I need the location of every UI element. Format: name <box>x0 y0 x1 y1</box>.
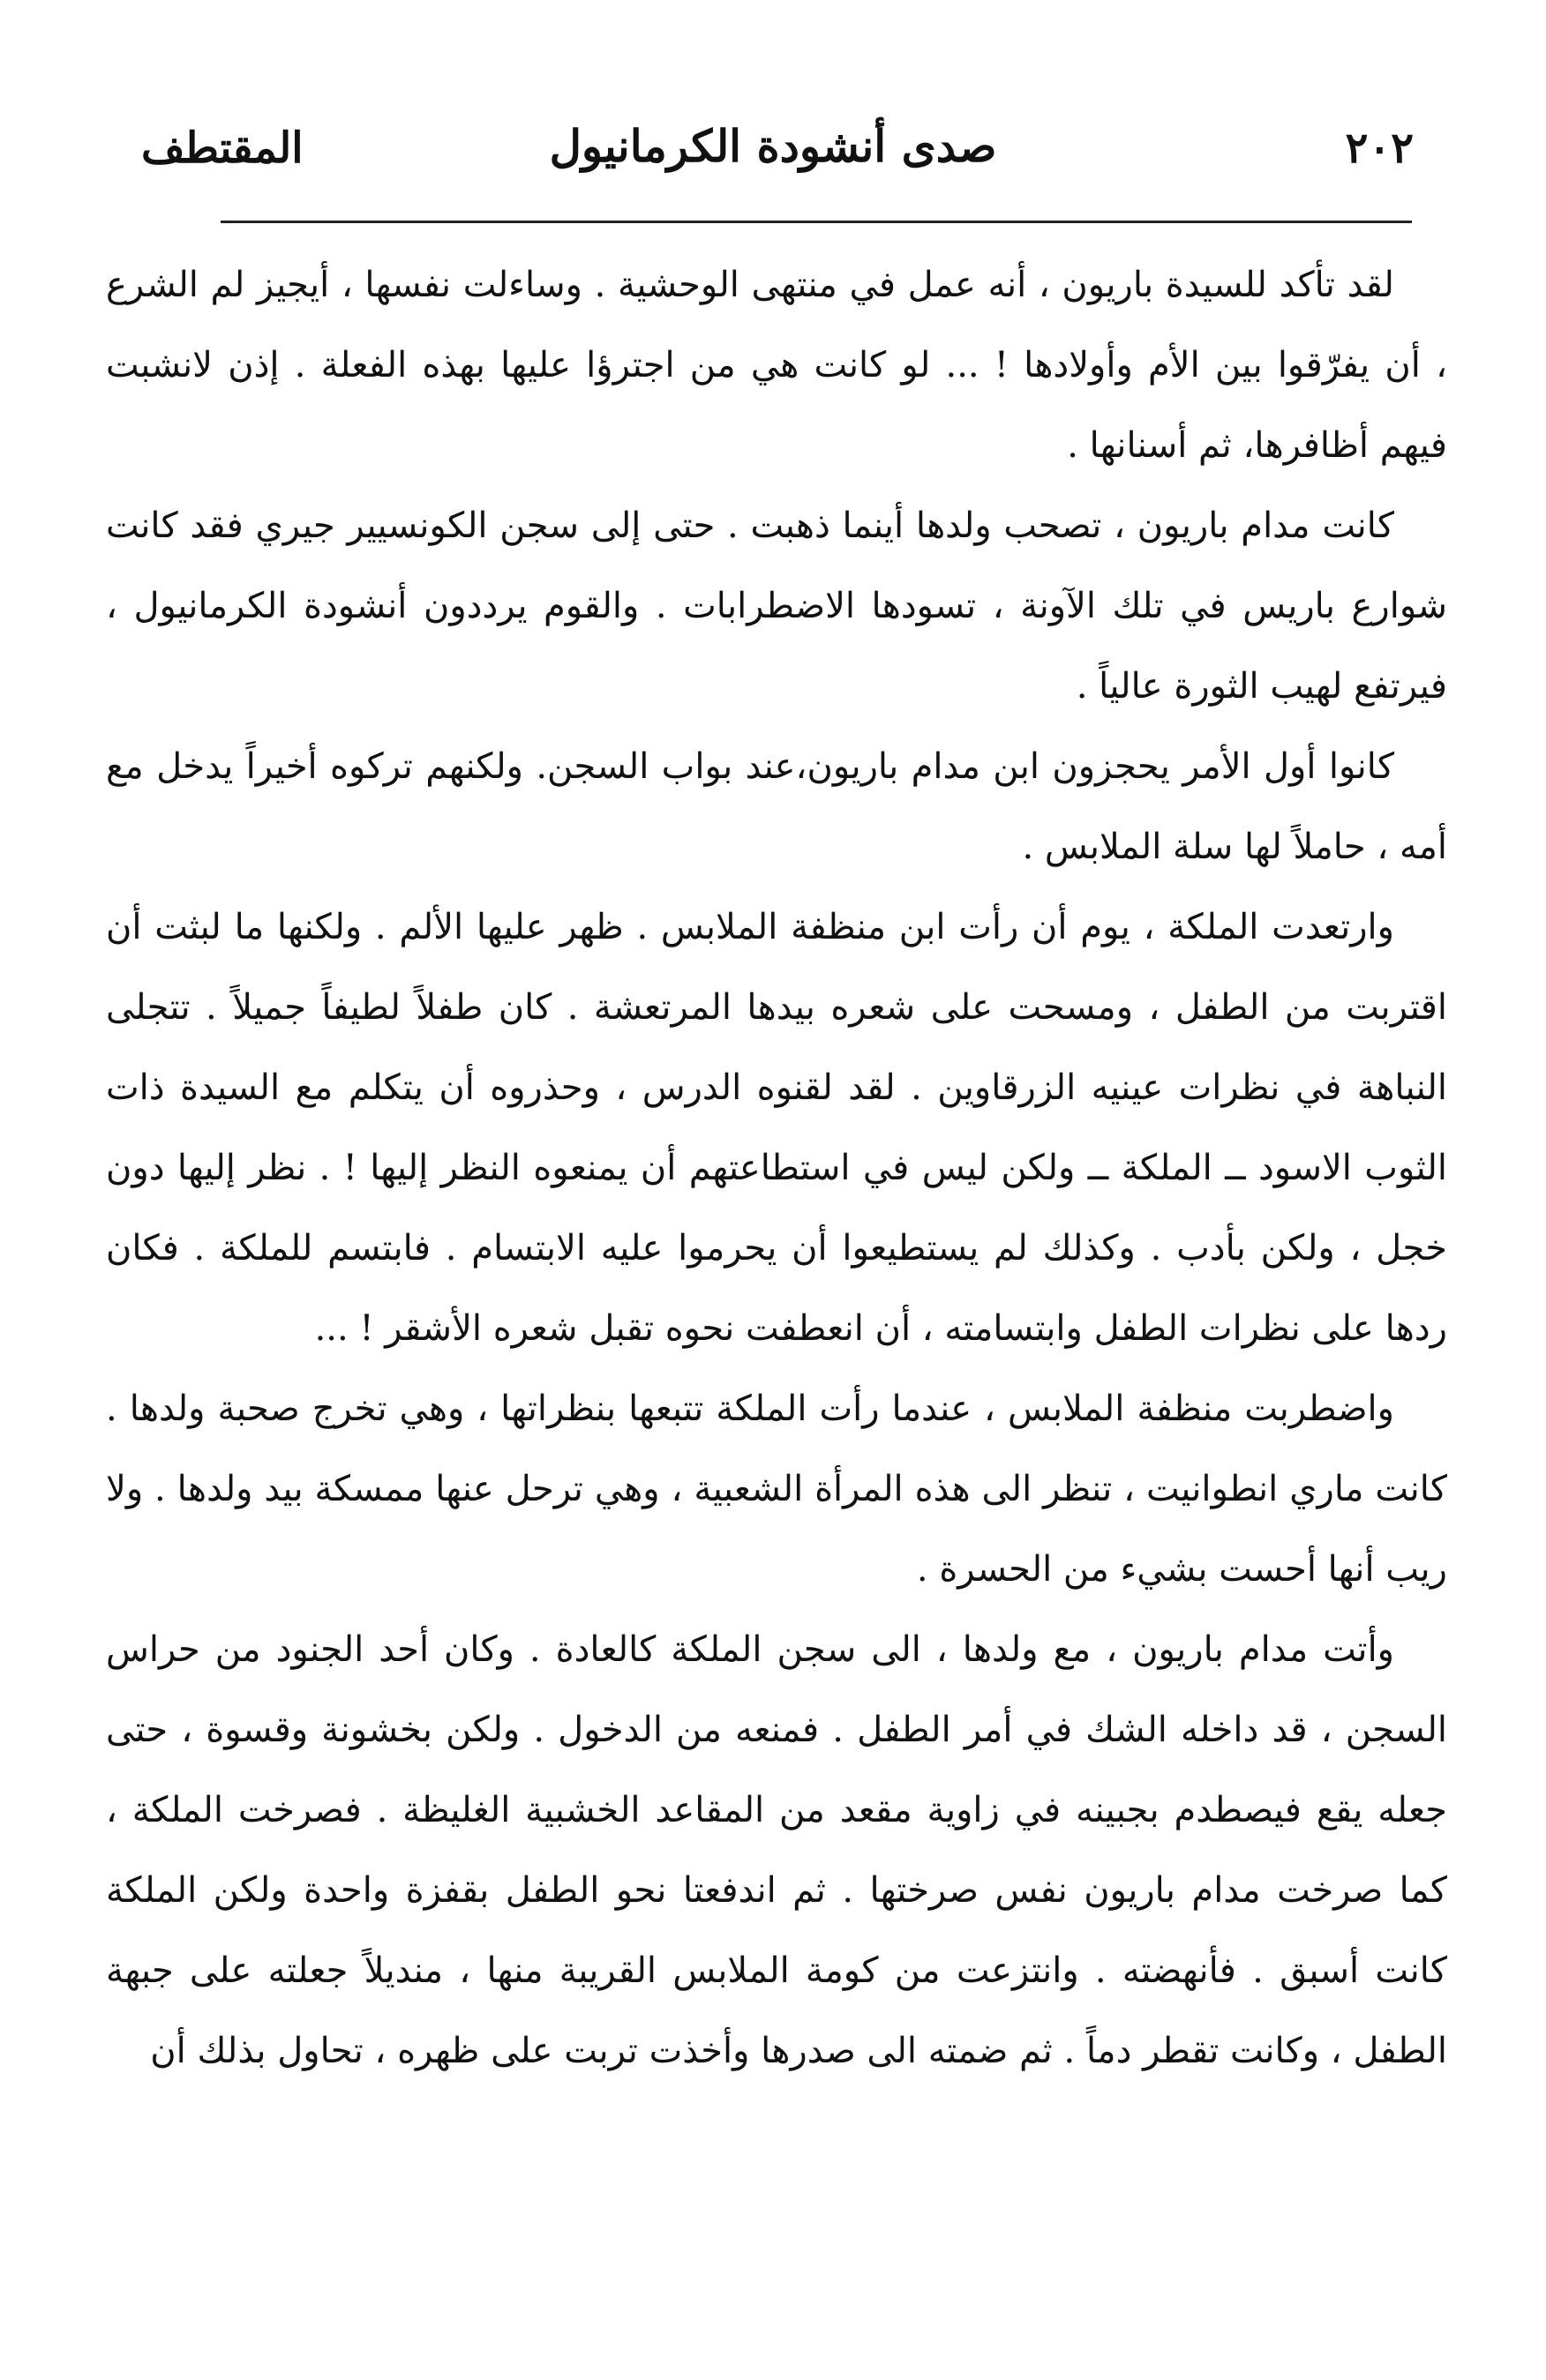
page-header <box>97 115 1449 194</box>
running-title: صدى أنشودة الكرمانيول <box>549 120 997 172</box>
journal-name: المقتطف <box>141 123 304 173</box>
page-number: ٢٠٢ <box>1345 123 1414 173</box>
paragraph: كانت مدام باريون ، تصحب ولدها أينما ذهبت . حتى إلى سجن الكونسيير جيري فقد كانت شوارع باريس في تلك الآونة ، تسودها الاضطرابات . والقوم يرددون أنشودة الكرمانيول ، فيرتفع لهيب الثورة عالياً . <box>106 505 1447 707</box>
paragraph: كانوا أول الأمر يحجزون ابن مدام باريون،عند بواب السجن. ولكنهم تركوه أخيراً يدخل مع أمه ، حاملاً لها سلة الملابس . <box>106 746 1447 867</box>
article-body <box>106 245 1447 2092</box>
paragraph: واضطربت منظفة الملابس ، عندما رأت الملكة تتبعها بنظراتها ، وهي تخرج صحبة ولدها . كانت ماري انطوانيت ، تنظر الى هذه المرأة الشعبية ، وهي ترحل عنها ممسكة بيد ولدها . ولا ريب أنها أحست بشيء من الحسرة . <box>106 1388 1447 1590</box>
paragraph: وارتعدت الملكة ، يوم أن رأت ابن منظفة الملابس . ظهر عليها الألم . ولكنها ما لبثت أن اقتربت من الطفل ، ومسحت على شعره بيدها المرتعشة . كان طفلاً لطيفاً جميلاً . تتجلى النباهة في نظرات عينيه الزرقاوين . لقد لقنوه الدرس ، وحذروه أن يتكلم مع السيدة ذات الثوب الاسود ــ الملكة ــ ولكن ليس في استطاعتهم أن يمنعوه النظر إليها ! . نظر إليها دون خجل ، ولكن بأدب . وكذلك لم يستطيعوا أن يحرموا عليه الابتسام . فابتسم للملكة . فكان ردها على نظرات الطفل وابتسامته ، أن انعطفت نحوه تقبل شعره الأشقر ! ... <box>106 907 1447 1349</box>
paragraph: وأتت مدام باريون ، مع ولدها ، الى سجن الملكة كالعادة . وكان أحد الجنود من حراس السجن ، قد داخله الشك في أمر الطفل . فمنعه من الدخول . ولكن بخشونة وقسوة ، حتى جعله يقع فيصطدم بجبينه في زاوية مقعد من المقاعد الخشبية الغليظة . فصرخت الملكة ، كما صرخت مدام باريون نفس صرختها . ثم اندفعتا نحو الطفل بقفزة واحدة ولكن الملكة كانت أسبق . فأنهضته . وانتزعت من كومة الملابس القريبة منها ، منديلاً جعلته على جبهة الطفل ، وكانت تقطر دماً . ثم ضمته الى صدرها وأخذت تربت على ظهره ، تحاول بذلك أن <box>106 1629 1447 2071</box>
header-divider <box>221 221 1412 223</box>
paragraph: لقد تأكد للسيدة باريون ، أنه عمل في منتهى الوحشية . وساءلت نفسها ، أيجيز لم الشرع ، أن يفرّقوا بين الأم وأولادها ! ... لو كانت هي من اجترؤا عليها بهذه الفعلة . إذن لانشبت فيهم أظافرها، ثم أسنانها . <box>106 265 1447 466</box>
